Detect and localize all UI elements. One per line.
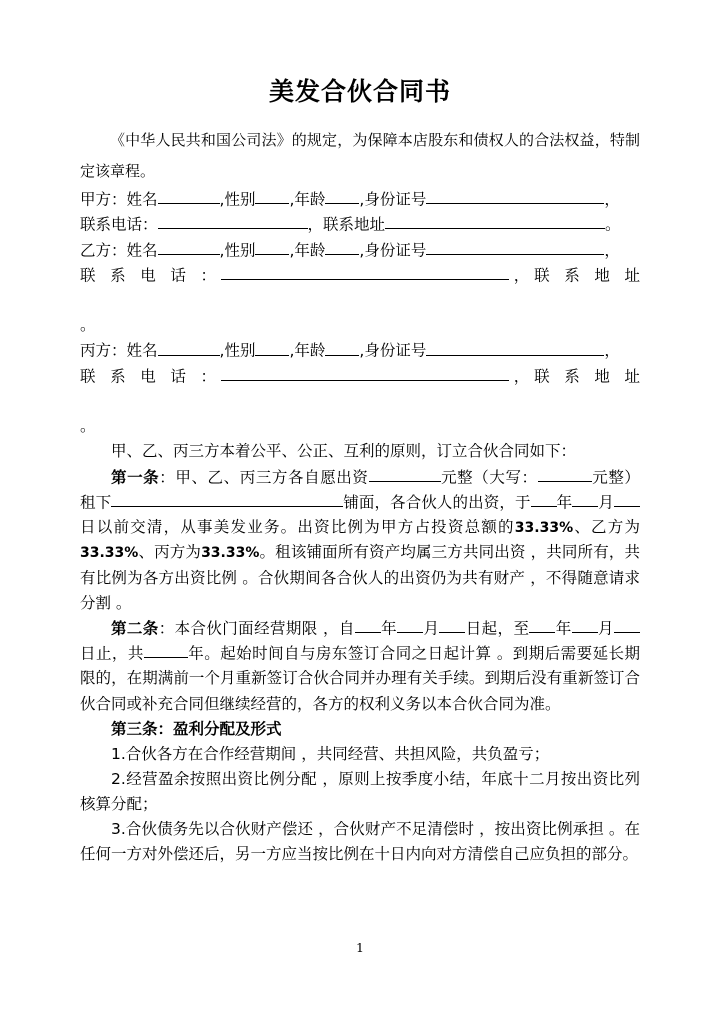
party-a-id-label: ,身份证号 xyxy=(359,190,427,209)
article-2-end-day-blank[interactable] xyxy=(614,616,640,633)
party-a-age-blank[interactable] xyxy=(325,187,359,204)
party-a-line-end: ， xyxy=(604,190,620,209)
article-1-year-blank[interactable] xyxy=(531,490,557,507)
party-a-name-label: 甲方：姓名 xyxy=(80,190,158,209)
party-c-sex-blank[interactable] xyxy=(255,338,289,355)
article-1-percent-b: 33.33% xyxy=(80,545,139,562)
page-title: 美发合伙合同书 xyxy=(268,77,451,106)
article-2-text-7: 日止，共 xyxy=(80,644,144,663)
party-c-addr-end: 。 xyxy=(80,417,96,436)
party-c-tel-blank[interactable] xyxy=(221,364,509,381)
article-1-text-6: 年 xyxy=(556,493,573,512)
party-a-identity-line xyxy=(80,187,640,212)
party-b-age-blank[interactable] xyxy=(325,238,359,255)
party-a-tel-blank[interactable] xyxy=(158,212,308,229)
article-2-end-month-blank[interactable] xyxy=(572,616,598,633)
party-b-sex-blank[interactable] xyxy=(255,238,289,255)
article-1-text-8: 日以前交清，从事美发业务。出资比例为甲方占投资总额的 xyxy=(80,518,515,537)
party-a-age-label: ,年龄 xyxy=(289,190,326,209)
article-1-text-3: 元整） xyxy=(591,467,640,486)
article-2-paragraph xyxy=(80,616,640,717)
party-c-tel-label: 联 系 电 话 ： xyxy=(80,367,221,386)
party-b-id-blank[interactable] xyxy=(426,238,604,255)
article-2-text-8: 年。起始时间自与房东签订合同之日起计算 。到期后需要延长期限的，在期满前一个月重新签订合伙合同并办理有关手续。到期后没有重新签订合伙合同或补充合同但继续经营的，各方的权利义务以本合伙合同为准。 xyxy=(80,644,640,713)
party-b-tel-label: 联 系 电 话 ： xyxy=(80,266,221,285)
article-2-text-3: 月 xyxy=(423,619,440,637)
article-1-amount-blank[interactable] xyxy=(369,465,441,482)
party-a-addr-blank[interactable] xyxy=(385,212,605,229)
party-c-id-blank[interactable] xyxy=(426,338,604,355)
party-b-name-label: 乙方：姓名 xyxy=(80,240,158,259)
preamble-paragraph: 甲、乙、丙三方本着公平、公正、互利的原则，订立合伙合同如下： xyxy=(111,442,577,461)
article-1-text-7: 月 xyxy=(598,493,614,512)
article-1-paragraph xyxy=(80,465,640,616)
party-b-age-label: ,年龄 xyxy=(289,240,326,259)
article-1-day-blank[interactable] xyxy=(614,490,640,507)
party-a-addr-label: 联系地址 xyxy=(323,215,386,234)
party-c-identity-line xyxy=(80,338,640,363)
party-b-tel-blank[interactable] xyxy=(221,263,509,280)
article-1-text-2: 元整（大写： xyxy=(440,467,538,486)
party-c-name-label: 丙方：姓名 xyxy=(80,341,158,360)
party-a-contact-line xyxy=(80,212,640,237)
party-b-name-blank[interactable] xyxy=(158,238,220,255)
article-1-text-1: 甲、乙、丙三方各自愿出资 xyxy=(175,467,369,486)
party-a-addr-end: 。 xyxy=(605,215,621,234)
article-1-text-4: 租下 xyxy=(80,493,112,512)
article-3-item-3: 3.合伙债务先以合伙财产偿还 ，合伙财产不足清偿时 ，按出资比例承担 。在任何一方对外偿还后，另一方应当按比例在十日内向对方清偿自己应负担的部分。 xyxy=(80,820,640,864)
article-1-percent-c: 33.33% xyxy=(201,545,260,562)
party-b-identity-line xyxy=(80,238,640,263)
article-1-month-blank[interactable] xyxy=(572,490,598,507)
party-c-sex-label: ,性别 xyxy=(219,341,256,360)
article-1-colon: ： xyxy=(159,467,176,486)
article-1-shop-blank[interactable] xyxy=(111,490,343,507)
party-a-tel-comma: ， xyxy=(307,215,324,234)
party-b-addr-end: 。 xyxy=(80,316,96,335)
article-1-text-5: 铺面，各合伙人的出资，于 xyxy=(343,493,531,512)
party-a-sex-blank[interactable] xyxy=(255,187,289,204)
party-c-age-label: ,年龄 xyxy=(289,341,326,360)
article-3-item-2: 2.经营盈余按照出资比例分配 ，原则上按季度小结，年底十二月按出资比列核算分配； xyxy=(80,769,640,814)
party-a-sex-label: ,性别 xyxy=(219,190,256,209)
article-2-text-5: 年 xyxy=(555,619,572,637)
party-b-id-label: ,身份证号 xyxy=(359,240,427,259)
article-2-end-year-blank[interactable] xyxy=(529,616,555,633)
party-b-contact-line xyxy=(80,263,640,313)
party-c-tel-comma: ， xyxy=(508,367,535,386)
party-b-line-end: ， xyxy=(604,240,620,259)
party-c-name-blank[interactable] xyxy=(158,338,220,355)
article-3-heading: 第三条：盈利分配及形式 xyxy=(111,719,282,738)
party-c-age-blank[interactable] xyxy=(325,338,359,355)
article-2-start-month-blank[interactable] xyxy=(397,616,423,633)
article-1-text-10: 、丙方为 xyxy=(138,543,202,562)
party-a-id-blank[interactable] xyxy=(426,187,604,204)
article-1-percent-a: 33.33% xyxy=(514,520,574,537)
page-number: 1 xyxy=(356,940,364,955)
party-b-sex-label: ,性别 xyxy=(219,240,256,259)
party-c-id-label: ,身份证号 xyxy=(359,341,427,360)
article-1-text-9: 、乙方为 xyxy=(573,518,640,537)
article-3-item-1: 1.合伙各方在合作经营期间 ，共同经营、共担风险，共负盈亏； xyxy=(111,744,550,763)
article-2-text-2: 年 xyxy=(380,619,398,637)
article-2-duration-blank[interactable] xyxy=(144,641,188,658)
party-c-line-end: ， xyxy=(604,341,620,360)
article-2-heading: 第二条 xyxy=(111,619,159,637)
article-2-start-year-blank[interactable] xyxy=(355,616,381,633)
article-1-text-11: 。租该铺面所有资产均属三方共同出资 ，共同所有，共有比例为各方出资比例 。合伙期间各合伙人的出资仍为共有财产 ，不得随意请求分割 。 xyxy=(80,543,640,612)
party-a-tel-label: 联系电话： xyxy=(80,215,158,234)
party-c-contact-line xyxy=(80,364,640,414)
party-b-addr-label: 联 系 地 址 xyxy=(534,266,640,285)
party-c-addr-label: 联 系 地 址 xyxy=(534,367,640,386)
intro-paragraph: 《中华人民共和国公司法》的规定，为保障本店股东和债权人的合法权益，特制定该章程。 xyxy=(80,131,640,180)
article-2-colon: ： xyxy=(158,619,175,637)
article-2-text-6: 月 xyxy=(597,619,614,637)
party-a-name-blank[interactable] xyxy=(158,187,220,204)
article-1-heading: 第一条 xyxy=(111,467,160,486)
article-2-text-1: 本合伙门面经营期限 ，自 xyxy=(174,619,355,637)
article-1-amount-words-blank[interactable] xyxy=(538,465,592,482)
document-body xyxy=(0,187,720,868)
party-b-tel-comma: ， xyxy=(508,266,535,285)
article-2-start-day-blank[interactable] xyxy=(439,616,465,633)
article-2-text-4: 日起，至 xyxy=(465,619,530,637)
